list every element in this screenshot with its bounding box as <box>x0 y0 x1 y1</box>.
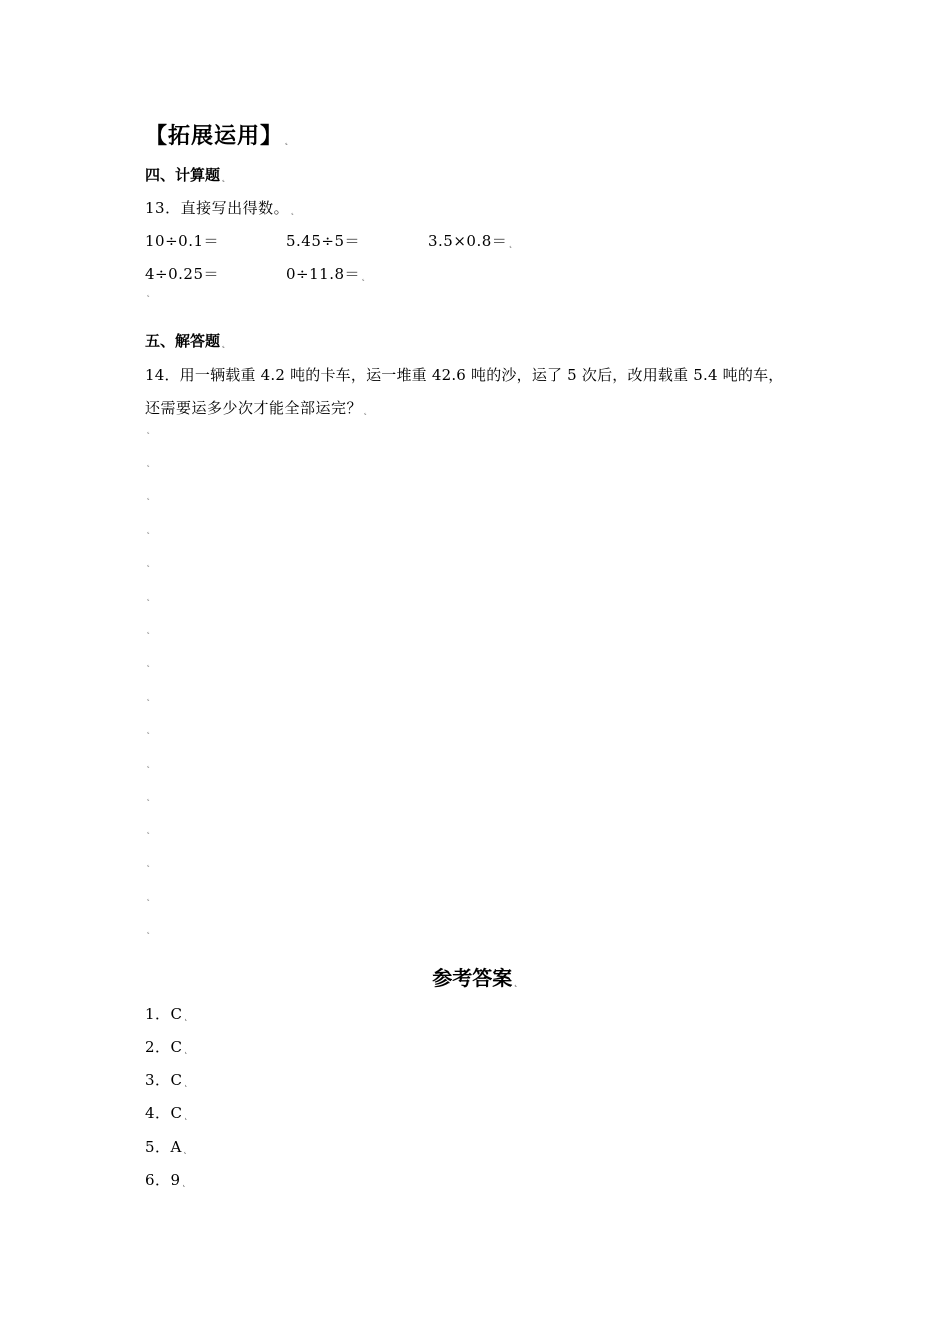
paragraph-mark: ˛ <box>146 592 151 602</box>
calc-item <box>286 230 360 251</box>
part4-heading-text: 四、计算题 <box>145 166 221 184</box>
paragraph-mark: ˛ <box>146 288 151 298</box>
section-title-text: 【拓展运用】 <box>145 124 284 149</box>
calc-item-text: 0÷11.8＝ <box>286 265 361 283</box>
question-14-line2 <box>145 397 368 418</box>
calc-item <box>428 230 513 251</box>
paragraph-mark: ˛ <box>183 1111 189 1121</box>
question-14-line1 <box>145 364 784 385</box>
paragraph-mark: ˛ <box>183 1078 189 1088</box>
question-13 <box>145 197 295 218</box>
calc-item-text: 3.5×0.8＝ <box>428 232 508 250</box>
calc-item <box>145 230 219 251</box>
answer-item-text: 4．C <box>145 1104 183 1122</box>
paragraph-mark: ˛ <box>513 978 518 988</box>
answer-item <box>145 1003 189 1024</box>
question-13-text: 13．直接写出得数。 <box>145 199 290 217</box>
paragraph-mark: ˛ <box>146 692 151 702</box>
paragraph-mark: ˛ <box>146 892 151 902</box>
paragraph-mark: ˛ <box>146 925 151 935</box>
paragraph-mark: ˛ <box>146 725 151 735</box>
calc-item <box>145 263 219 284</box>
paragraph-mark: ˛ <box>146 658 151 668</box>
answer-item-text: 1．C <box>145 1005 183 1023</box>
paragraph-mark: ˛ <box>146 491 151 501</box>
answer-item-text: 5．A <box>145 1138 182 1156</box>
paragraph-mark: ˛ <box>183 1045 189 1055</box>
paragraph-mark: ˛ <box>146 759 151 769</box>
paragraph-mark: ˛ <box>363 406 369 416</box>
paragraph-mark: ˛ <box>146 858 151 868</box>
part5-heading-text: 五、解答题 <box>145 332 221 350</box>
answer-item <box>145 1036 189 1057</box>
answer-item <box>145 1169 187 1190</box>
answer-item-text: 6．9 <box>145 1171 181 1189</box>
calc-item <box>286 263 366 284</box>
calc-item-text: 5.45÷5＝ <box>286 232 361 250</box>
part4-heading <box>145 164 226 185</box>
question-14-line1-text: 14．用一辆载重 4.2 吨的卡车，运一堆重 42.6 吨的沙，运了 5 次后，改用载重 5.4 吨的车， <box>145 366 784 384</box>
answer-item-text: 3．C <box>145 1071 183 1089</box>
section-title <box>145 119 290 150</box>
paragraph-mark: ˛ <box>146 792 151 802</box>
paragraph-mark: ˛ <box>284 136 290 146</box>
paragraph-mark: ˛ <box>146 625 151 635</box>
calc-item-text: 4÷0.25＝ <box>145 265 220 283</box>
paragraph-mark: ˛ <box>146 458 151 468</box>
paragraph-mark: ˛ <box>183 1012 189 1022</box>
answer-item <box>145 1136 188 1157</box>
part5-heading <box>145 330 226 351</box>
paragraph-mark: ˛ <box>146 525 151 535</box>
question-14-line2-text: 还需要运多少次才能全部运完？ <box>145 399 363 417</box>
answer-item-text: 2．C <box>145 1038 183 1056</box>
answer-item <box>145 1102 189 1123</box>
paragraph-mark: ˛ <box>290 206 296 216</box>
paragraph-mark: ˛ <box>146 425 151 435</box>
paragraph-mark: ˛ <box>221 339 226 349</box>
paragraph-mark: ˛ <box>508 239 514 249</box>
paragraph-mark: ˛ <box>181 1178 187 1188</box>
calc-item-text: 10÷0.1＝ <box>145 232 220 250</box>
paragraph-mark: ˛ <box>146 825 151 835</box>
answers-title <box>0 962 950 991</box>
paragraph-mark: ˛ <box>361 272 367 282</box>
paragraph-mark: ˛ <box>146 558 151 568</box>
answer-item <box>145 1069 189 1090</box>
paragraph-mark: ˛ <box>221 173 226 183</box>
answers-title-text: 参考答案 <box>432 966 513 990</box>
paragraph-mark: ˛ <box>182 1145 188 1155</box>
